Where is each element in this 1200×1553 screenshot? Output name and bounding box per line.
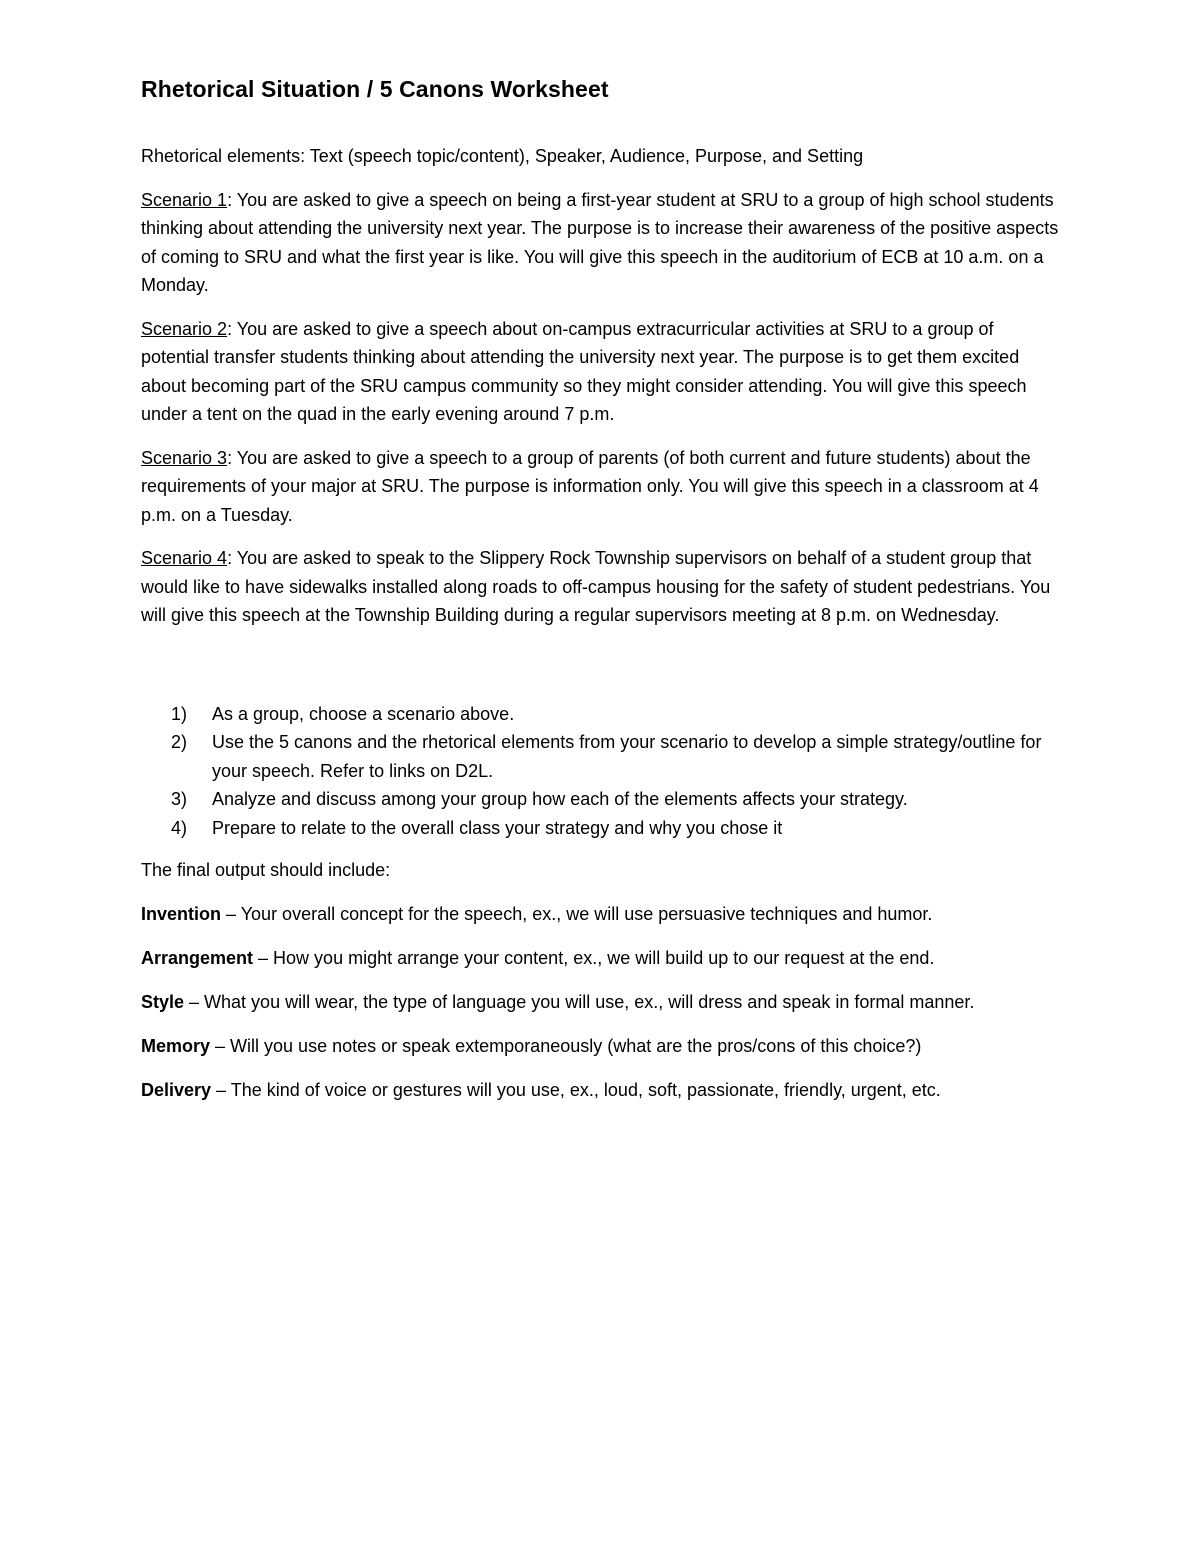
canon-style bbox=[141, 988, 1060, 1017]
scenario-text: You are asked to give a speech on being a first-year student at SRU to a group of high school students thinking about attending the university next year. The purpose is to increase their awareness of the positive aspects of coming to SRU and what the first year is like. You will give this speech in the auditorium of ECB at 10 a.m. on a Monday. bbox=[141, 189, 1059, 295]
canon-term: Invention bbox=[141, 903, 221, 924]
canon-invention bbox=[141, 900, 1060, 929]
scenario-1: Scenario 1: You are asked to give a speech on being a first-year student at SRU to a group of high school students thinking about attending the university next year. The purpose is to increase their awareness of the positive aspects of coming to SRU and what the first year is like. You will give this speech in the auditorium of ECB at 10 a.m. on a Monday. bbox=[141, 189, 1059, 295]
list-number: 4) bbox=[171, 817, 188, 838]
page-title: Rhetorical Situation / 5 Canons Worksheet bbox=[141, 76, 609, 102]
scenario-2: Scenario 2: You are asked to give a speech about on-campus extracurricular activities at SRU to a group of potential transfer students thinking about attending the university next year. The purpose is to get them excited about becoming part of the SRU campus community so they might consider attending. You will give this speech under a tent on the quad in the early evening around 7 p.m. bbox=[141, 318, 1027, 424]
list-item bbox=[141, 700, 1060, 729]
canon-arrangement bbox=[141, 944, 1060, 973]
list-number: 2) bbox=[171, 732, 188, 752]
scenario-label: Scenario 2 bbox=[141, 318, 228, 339]
scenario-text: You are asked to give a speech to a group of parents (of both current and future students) about the requirements of your major at SRU. The purpose is information only. You will give this speech in a classroom at 4 p.m. on a Tuesday. bbox=[141, 447, 1039, 525]
scenario-label: Scenario 4 bbox=[141, 548, 228, 568]
scenario-3: Scenario 3: You are asked to give a speech to a group of parents (of both current and future students) about the requirements of your major at SRU. The purpose is information only. You will give this speech in a classroom at 4 p.m. on a Tuesday. bbox=[141, 447, 1039, 525]
scenario-text: You are asked to speak to the Slippery Rock Township supervisors on behalf of a student group that would like to have sidewalks installed along roads to off-campus housing for the safety of student pedestrians. You will give this speech at the Township Building during a regular supervisors meeting at 8 p.m. on Wednesday. bbox=[141, 548, 1051, 625]
list-item bbox=[141, 728, 1060, 785]
list-item bbox=[141, 785, 1060, 814]
final-output-intro: The final output should include: bbox=[141, 860, 391, 880]
canon-description: – Will you use notes or speak extemporaneously (what are the pros/cons of this choice?) bbox=[210, 1035, 922, 1056]
canon-delivery bbox=[141, 1076, 1060, 1105]
canon-term: Style bbox=[141, 991, 185, 1012]
canon-term: Delivery bbox=[141, 1079, 212, 1100]
canon-description: – Your overall concept for the speech, ex., we will use persuasive techniques and humor. bbox=[221, 903, 933, 924]
list-number: 1) bbox=[171, 703, 188, 724]
scenario-label: Scenario 1 bbox=[141, 189, 228, 210]
canon-memory bbox=[141, 1032, 1060, 1061]
list-text: Use the 5 canons and the rhetorical elements from your scenario to develop a simple strategy/outline for your speech. Refer to links on D2L. bbox=[212, 732, 1042, 781]
list-text: Analyze and discuss among your group how each of the elements affects your strategy. bbox=[212, 789, 908, 809]
scenario-text: You are asked to give a speech about on-campus extracurricular activities at SRU to a group of potential transfer students thinking about attending the university next year. The purpose is to get them excited about becoming part of the SRU campus community so they might consider attending. You will give this speech under a tent on the quad in the early evening around 7 p.m. bbox=[141, 318, 1027, 424]
canon-description: – The kind of voice or gestures will you use, ex., loud, soft, passionate, friendly, urgent, etc. bbox=[211, 1079, 941, 1100]
list-item bbox=[141, 814, 1060, 843]
list-text: Prepare to relate to the overall class your strategy and why you chose it bbox=[212, 817, 783, 838]
canon-description: – What you will wear, the type of language you will use, ex., will dress and speak in formal manner. bbox=[184, 991, 975, 1012]
list-number: 3) bbox=[171, 789, 188, 809]
list-text: As a group, choose a scenario above. bbox=[212, 703, 515, 724]
canon-term: Memory bbox=[141, 1035, 211, 1056]
scenario-label: Scenario 3 bbox=[141, 447, 228, 468]
rhetorical-elements-line: Rhetorical elements: Text (speech topic/content), Speaker, Audience, Purpose, and Setting bbox=[141, 146, 864, 166]
instructions-list bbox=[141, 700, 1060, 843]
scenario-4: Scenario 4: You are asked to speak to the Slippery Rock Township supervisors on behalf of a student group that would like to have sidewalks installed along roads to off-campus housing for the safety of student pedestrians. You will give this speech at the Township Building during a regular supervisors meeting at 8 p.m. on Wednesday. bbox=[141, 548, 1051, 625]
canon-term: Arrangement bbox=[141, 947, 254, 968]
canon-description: – How you might arrange your content, ex., we will build up to our request at the end. bbox=[253, 947, 935, 968]
